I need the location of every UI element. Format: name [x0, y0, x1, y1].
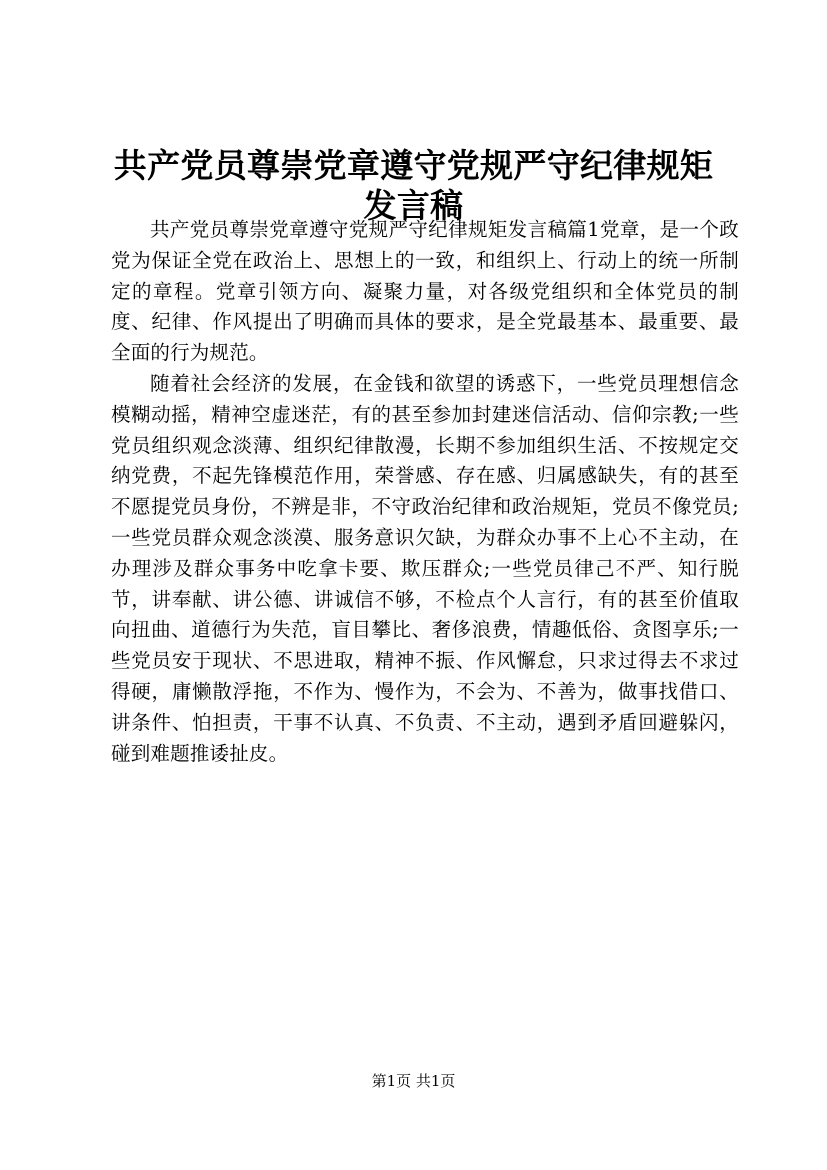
document-body [111, 215, 739, 769]
page-footer: 第1页 共1页 [371, 1072, 456, 1090]
document-title: 共产党员尊崇党章遵守党规严守纪律规矩发言稿 [113, 146, 714, 225]
paragraph-2: 随着社会经济的发展，在金钱和欲望的诱惑下，一些党员理想信念模糊动摇，精神空虚迷茫，有的甚至参加封建迷信活动、信仰宗教;一些党员组织观念淡薄、组织纪律散漫，长期不参加组织生活、不按规定交纳党费，不起先锋模范作用，荣誉感、存在感、归属感缺失，有的甚至不愿提党员身份，不辨是非，不守政治纪律和政治规矩，党员不像党员;一些党员群众观念淡漠、服务意识欠缺，为群众办事不上心不主动，在办理涉及群众事务中吃拿卡要、欺压群众;一些党员律己不严、知行脱节，讲奉献、讲公德、讲诚信不够，不检点个人言行，有的甚至价值取向扭曲、道德行为失范，盲目攀比、奢侈浪费，情趣低俗、贪图享乐;一些党员安于现状、不思进取，精神不振、作风懈怠，只求过得去不求过得硬，庸懒散浮拖，不作为、慢作为，不会为、不善为，做事找借口、讲条件、怕担责，干事不认真、不负责、不主动，遇到矛盾回避躲闪，碰到难题推诿扯皮。 [111, 371, 739, 765]
paragraph-1: 共产党员尊崇党章遵守党规严守纪律规矩发言稿篇1党章，是一个政党为保证全党在政治上、思想上的一致，和组织上、行动上的统一所制定的章程。党章引领方向、凝聚力量，对各级党组织和全体党员的制度、纪律、作风提出了明确而具体的要求，是全党最基本、最重要、最全面的行为规范。 [111, 218, 739, 365]
